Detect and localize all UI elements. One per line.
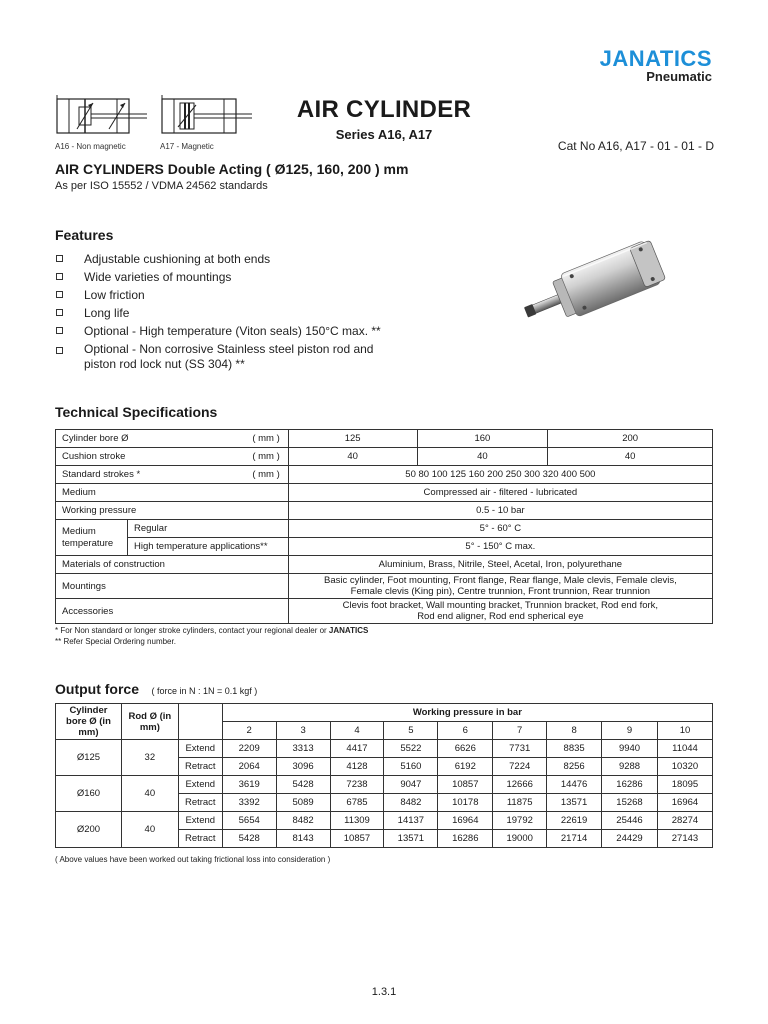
table-row: Retract 5428 8143 10857 13571 16286 19000 21714 24429 27143 — [56, 830, 713, 848]
table-row: Ø200 40 Extend 5654 8482 11309 14137 16964 19792 22619 25446 28274 — [56, 812, 713, 830]
table-row: Materials of construction Aluminium, Brass, Nitrile, Steel, Acetal, Iron, polyurethane — [56, 556, 713, 574]
tech-spec-table — [55, 429, 713, 624]
list-item: Optional - High temperature (Viton seals) 150°C max. ** — [55, 322, 435, 340]
table-row: Cylinder bore Ø (in mm) Rod Ø (in mm) Working pressure in bar — [56, 704, 713, 722]
list-item: Wide varieties of mountings — [55, 268, 435, 286]
checkbox-icon — [56, 327, 63, 334]
air-cylinder-image — [520, 236, 670, 328]
stroke-footnote: * For Non standard or longer stroke cylinders, contact your regional dealer or JANATICS — [55, 626, 369, 635]
product-subtitle: AIR CYLINDERS Double Acting ( Ø125, 160, 200 ) mm — [55, 161, 409, 177]
table-row: Mountings Basic cylinder, Foot mounting, Front flange, Rear flange, Male clevis, Female clevis, Female clevis (King pin), Centre trunnion, Front trunnion, Rear trunnion — [56, 574, 713, 599]
table-row: Retract 2064 3096 4128 5160 6192 7224 8256 9288 10320 — [56, 758, 713, 776]
checkbox-icon — [56, 291, 63, 298]
checkbox-icon — [56, 309, 63, 316]
checkbox-icon — [56, 347, 63, 354]
table-row: Cylinder bore Ø ( mm ) 125 160 200 — [56, 430, 713, 448]
table-row: Ø125 32 Extend 2209 3313 4417 5522 6626 7731 8835 9940 11044 — [56, 740, 713, 758]
list-item: Low friction — [55, 286, 435, 304]
table-row: Retract 3392 5089 6785 8482 10178 11875 13571 15268 16964 — [56, 794, 713, 812]
table-row: Standard strokes * ( mm ) 50 80 100 125 160 200 250 300 320 400 500 — [56, 466, 713, 484]
checkbox-icon — [56, 255, 63, 262]
table-row: Working pressure 0.5 - 10 bar — [56, 502, 713, 520]
output-force-title — [55, 681, 257, 699]
list-item: Adjustable cushioning at both ends — [55, 250, 435, 268]
brand-block — [600, 48, 712, 84]
list-item: Optional - Non corrosive Stainless steel piston rod and piston rod lock nut (SS 304) ** — [55, 342, 435, 372]
catalog-number: Cat No A16, A17 - 01 - 01 - D — [557, 139, 714, 153]
table-row: Cushion stroke ( mm ) 40 40 40 — [56, 448, 713, 466]
page-number: 1.3.1 — [371, 986, 397, 998]
output-force-heading: Output force — [55, 681, 139, 697]
brand-logo: JANATICS — [599, 46, 712, 71]
table-row: Accessories Clevis foot bracket, Wall mounting bracket, Trunnion bracket, Rod end fork, Rod end aligner, Rod end spherical eye — [56, 599, 713, 624]
table-row: 2 3 4 5 6 7 8 9 10 — [56, 722, 713, 740]
tech-spec-heading: Technical Specifications — [55, 404, 218, 420]
symbol-caption: A16 - Non magnetic — [55, 142, 126, 151]
features-heading: Features — [55, 227, 114, 243]
checkbox-icon — [56, 273, 63, 280]
symbol-caption: A17 - Magnetic — [160, 142, 214, 151]
features-list — [55, 250, 435, 372]
page-title: AIR CYLINDER — [296, 96, 472, 123]
table-row: Medium Compressed air - filtered - lubricated — [56, 484, 713, 502]
output-force-table — [55, 703, 713, 848]
list-item: Long life — [55, 304, 435, 322]
brand-subtitle: Pneumatic — [646, 69, 712, 84]
series-label: Series A16, A17 — [335, 127, 433, 142]
table-row: High temperature applications** 5° - 150° C max. — [56, 538, 713, 556]
force-unit-note: ( force in N : 1N = 0.1 kgf ) — [151, 686, 258, 696]
standard-note: As per ISO 15552 / VDMA 24562 standards — [55, 180, 268, 192]
force-footnote: ( Above values have been worked out taking frictional loss into consideration ) — [55, 855, 331, 864]
table-row: Medium temperature Regular 5° - 60° C — [56, 520, 713, 538]
table-row: Ø160 40 Extend 3619 5428 7238 9047 10857 12666 14476 16286 18095 — [56, 776, 713, 794]
ordering-footnote: ** Refer Special Ordering number. — [55, 637, 176, 646]
